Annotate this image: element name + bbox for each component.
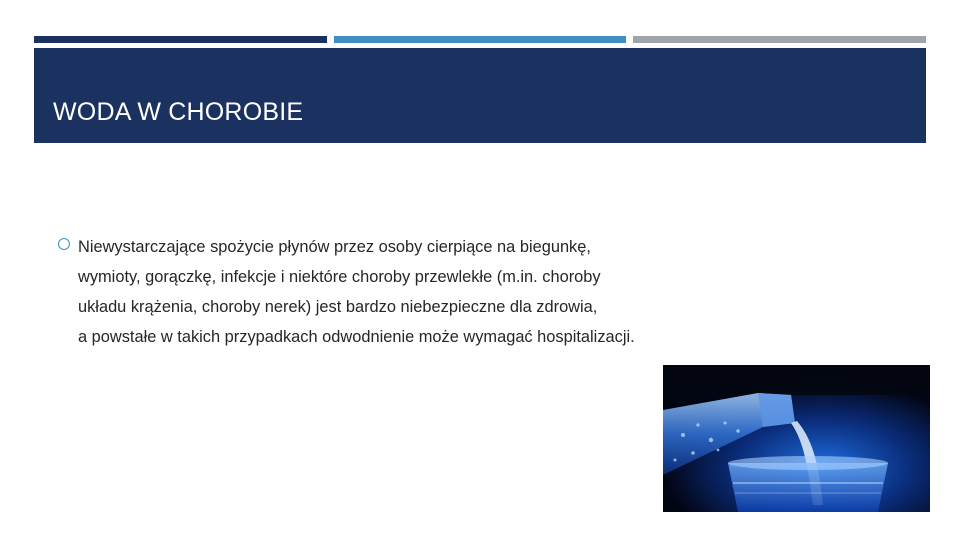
water-pouring-image <box>663 365 930 512</box>
paragraph-line: układu krążenia, choroby nerek) jest bardzo niebezpieczne dla zdrowia, <box>78 298 598 316</box>
paragraph-line: a powstałe w takich przypadkach odwodnienie może wymagać hospitalizacji. <box>78 328 635 346</box>
title-band <box>34 48 926 143</box>
bullet-paragraph <box>78 232 798 352</box>
accent-bar-blue <box>334 36 626 43</box>
slide-title: WODA W CHOROBIE <box>53 98 304 126</box>
accent-bar-navy <box>34 36 327 43</box>
paragraph-line: wymioty, gorączkę, infekcje i niektóre choroby przewlekłe (m.in. choroby <box>78 268 601 286</box>
paragraph-line: Niewystarczające spożycie płynów przez osoby cierpiące na biegunkę, <box>78 238 591 256</box>
hollow-circle-bullet-icon <box>58 238 70 250</box>
accent-bar-gray <box>633 36 926 43</box>
